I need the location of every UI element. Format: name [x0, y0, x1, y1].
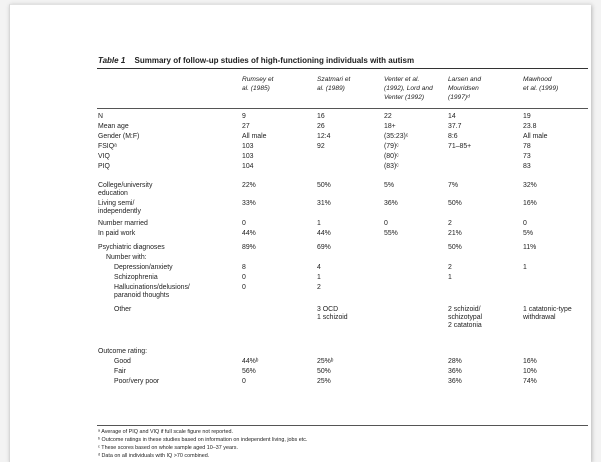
table-cell: (80)ᶜ	[384, 153, 399, 160]
table-cell: 69%	[317, 244, 331, 251]
column-header: Rumsey et al. (1985)	[242, 76, 274, 92]
table-row	[10, 143, 590, 153]
footnote: ᶜ These scores based on whole sample aged 10–37 years.	[98, 445, 238, 451]
table-cell: 44%	[242, 230, 256, 237]
table-cell: 1	[317, 220, 321, 227]
row-label: N	[98, 113, 103, 120]
table-cell: 50%	[448, 244, 462, 251]
table-cell: (83)ᶜ	[384, 163, 399, 170]
table-cell: All male	[242, 133, 267, 140]
table-cell: 16	[317, 113, 325, 120]
table-cell: 44%ᵇ	[242, 358, 259, 365]
table-caption: Summary of follow-up studies of high-functioning individuals with autism	[134, 56, 415, 65]
table-cell: (35:23)ᶜ	[384, 133, 409, 140]
table-cell: 16%	[523, 200, 537, 207]
table-cell: 27	[242, 123, 250, 130]
table-cell: 0	[242, 284, 246, 291]
table-cell: 36%	[384, 200, 398, 207]
table-cell: 2 schizoid/ schizotypal 2 catatonia	[448, 306, 483, 329]
table-cell: 18+	[384, 123, 396, 130]
table-row	[10, 264, 590, 274]
table-cell: 26	[317, 123, 325, 130]
table-cell: 23.8	[523, 123, 537, 130]
column-header: Larsen and Mouridsen (1997)ᵈ	[448, 76, 481, 101]
table-cell: 2	[448, 220, 452, 227]
table-cell: 104	[242, 163, 254, 170]
table-cell: 11%	[523, 244, 537, 251]
table-cell: 25%	[317, 378, 331, 385]
top-rule	[97, 68, 588, 69]
table-cell: 103	[242, 143, 254, 150]
table-cell: 22%	[242, 182, 256, 189]
table-cell: All male	[523, 133, 548, 140]
table-cell: 36%	[448, 368, 462, 375]
table-row	[10, 153, 590, 163]
table-cell: 73	[523, 153, 531, 160]
table-cell: 0	[242, 220, 246, 227]
table-cell: 0	[384, 220, 388, 227]
table-cell: 1	[523, 264, 527, 271]
row-label: VIQ	[98, 153, 110, 160]
table-cell: 16%	[523, 358, 537, 365]
row-label: Fair	[114, 368, 126, 375]
row-label: Living semi/ independently	[98, 200, 141, 215]
table-cell: 19	[523, 113, 531, 120]
row-label: Number married	[98, 220, 148, 227]
table-cell: 21%	[448, 230, 462, 237]
table-cell: 7%	[448, 182, 458, 189]
row-label: Good	[114, 358, 131, 365]
row-label: Poor/very poor	[114, 378, 160, 385]
table-cell: 36%	[448, 378, 462, 385]
table-row	[10, 358, 590, 368]
table-cell: 8:6	[448, 133, 458, 140]
table-cell: 32%	[523, 182, 537, 189]
row-label: In paid work	[98, 230, 136, 237]
table-cell: 83	[523, 163, 531, 170]
table-cell: 25%ᵇ	[317, 358, 334, 365]
table-cell: 4	[317, 264, 321, 271]
table-title	[98, 56, 414, 65]
table-row	[10, 284, 590, 299]
table-cell: 92	[317, 143, 325, 150]
table-row	[10, 274, 590, 284]
table-cell: 56%	[242, 368, 256, 375]
document-page	[9, 4, 591, 462]
row-label: Other	[114, 306, 132, 313]
row-label: Gender (M:F)	[98, 133, 140, 140]
table-cell: 9	[242, 113, 246, 120]
footnote: ᵇ Outcome ratings in these studies based on information on independent living, jobs etc.	[98, 437, 308, 443]
table-cell: 3 OCD 1 schizoid	[317, 306, 348, 321]
table-cell: 14	[448, 113, 456, 120]
table-cell: 78	[523, 143, 531, 150]
row-label: Number with:	[106, 254, 147, 261]
table-row	[10, 113, 590, 123]
table-label: Table 1	[98, 56, 126, 65]
table-row	[10, 230, 590, 240]
table-cell: 5%	[523, 230, 533, 237]
table-cell: 22	[384, 113, 392, 120]
table-cell: 2	[317, 284, 321, 291]
table-row	[10, 306, 590, 329]
table-cell: 1	[317, 274, 321, 281]
table-row	[10, 348, 590, 358]
table-row	[10, 182, 590, 197]
row-label: PIQ	[98, 163, 110, 170]
column-header: Mawhood et al. (1999)	[523, 76, 559, 92]
footnote: ᵈ Data on all individuals with IQ >70 combined.	[98, 453, 210, 459]
row-label: Hallucinations/delusions/ paranoid thoughts	[114, 284, 190, 299]
table-cell: 89%	[242, 244, 256, 251]
table-cell: 1	[448, 274, 452, 281]
table-cell: 0	[523, 220, 527, 227]
table-row	[10, 220, 590, 230]
table-cell: 103	[242, 153, 254, 160]
row-label: FSIQᵃ	[98, 143, 117, 150]
row-label: Psychiatric diagnoses	[98, 244, 165, 251]
table-cell: 0	[242, 378, 246, 385]
table-cell: 55%	[384, 230, 398, 237]
table-row	[10, 378, 590, 388]
footnote: ᵃ Average of PIQ and VIQ if full scale figure not reported.	[98, 429, 233, 435]
table-cell: 12:4	[317, 133, 331, 140]
table-cell: 8	[242, 264, 246, 271]
table-row	[10, 133, 590, 143]
table-cell: 28%	[448, 358, 462, 365]
table-row	[10, 200, 590, 215]
row-label: Schizophrenia	[114, 274, 158, 281]
row-label: College/university education	[98, 182, 153, 197]
table-row	[10, 163, 590, 173]
table-cell: (79)ᶜ	[384, 143, 399, 150]
table-cell: 33%	[242, 200, 256, 207]
table-cell: 71–85+	[448, 143, 472, 150]
table-cell: 50%	[317, 182, 331, 189]
table-cell: 5%	[384, 182, 394, 189]
table-cell: 0	[242, 274, 246, 281]
row-label: Outcome rating:	[98, 348, 148, 355]
row-label: Mean age	[98, 123, 129, 130]
table-cell: 1 catatonic-type withdrawal	[523, 306, 572, 321]
row-label: Depression/anxiety	[114, 264, 173, 271]
header-rule	[97, 108, 588, 109]
bottom-rule	[97, 425, 588, 426]
table-cell: 50%	[317, 368, 331, 375]
table-cell: 2	[448, 264, 452, 271]
table-row	[10, 244, 590, 254]
table-cell: 10%	[523, 368, 537, 375]
table-cell: 31%	[317, 200, 331, 207]
column-header: Venter et al. (1992), Lord and Venter (1992)	[384, 76, 433, 101]
table-cell: 74%	[523, 378, 537, 385]
table-cell: 50%	[448, 200, 462, 207]
table-row	[10, 368, 590, 378]
table-cell: 37.7	[448, 123, 462, 130]
column-header: Szatmari et al. (1989)	[317, 76, 351, 92]
table-row	[10, 254, 590, 264]
table-row	[10, 123, 590, 133]
table-cell: 44%	[317, 230, 331, 237]
